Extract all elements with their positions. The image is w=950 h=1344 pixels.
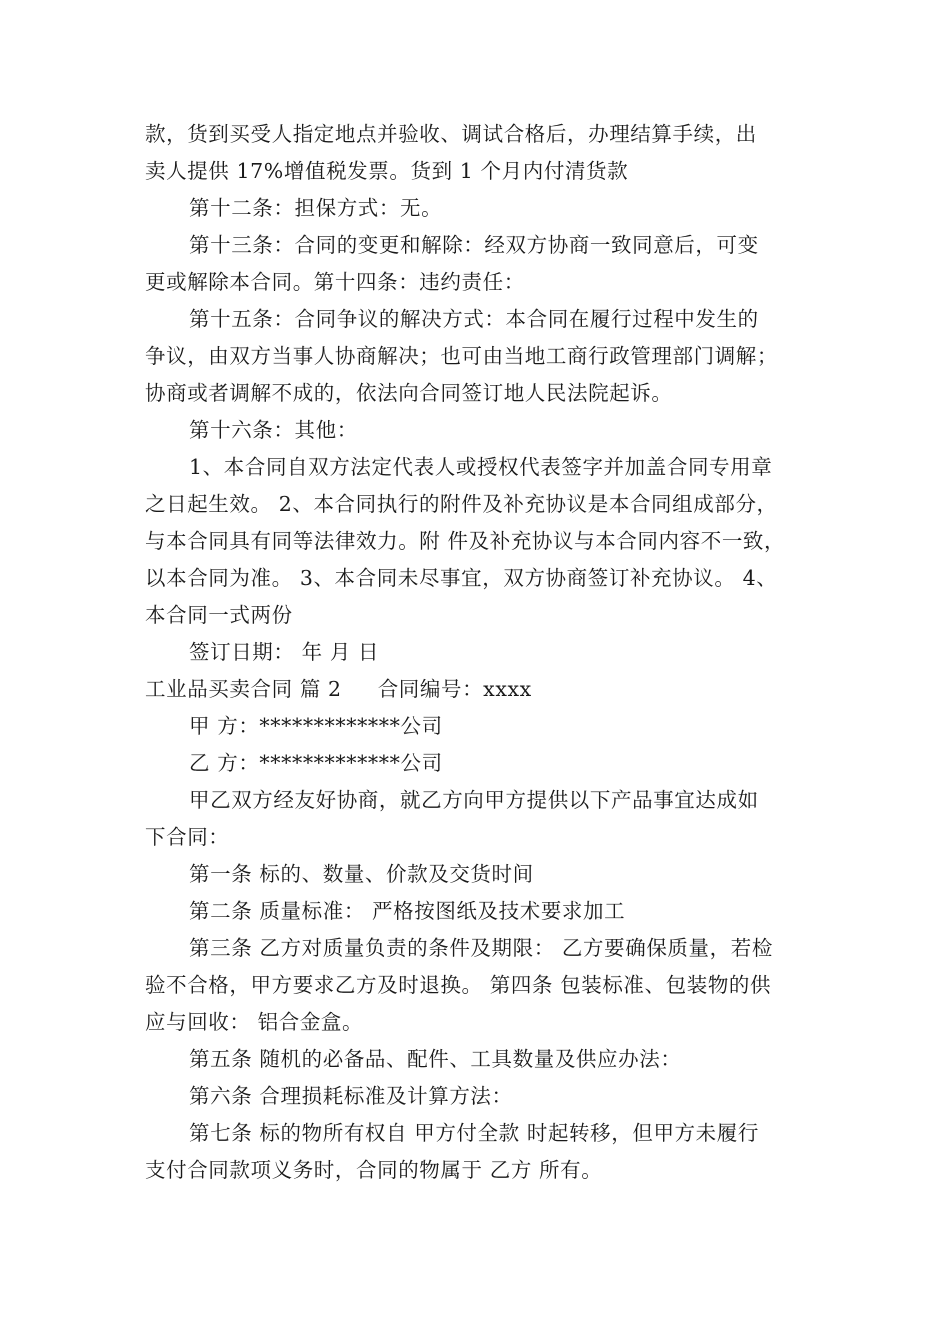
paragraph-line: 之日起生效。 2、本合同执行的附件及补充协议是本合同组成部分，: [145, 492, 778, 516]
paragraph-line: 验不合格，甲方要求乙方及时退换。 第四条 包装标准、包装物的供: [145, 973, 772, 997]
paragraph-line: 签订日期： 年 月 日: [189, 640, 380, 664]
paragraph-line: 以本合同为准。 3、本合同未尽事宜，双方协商签订补充协议。 4、: [145, 566, 778, 590]
paragraph-line: 支付合同款项义务时，合同的物属于 乙方 所有。: [145, 1158, 603, 1182]
paragraph-line: 第三条 乙方对质量负责的条件及期限： 乙方要确保质量，若检: [189, 936, 773, 960]
paragraph-line: 争议，由双方当事人协商解决；也可由当地工商行政管理部门调解；: [145, 344, 778, 368]
paragraph-line: 第十三条：合同的变更和解除：经双方协商一致同意后，可变: [189, 233, 759, 257]
paragraph-line: 第十二条：担保方式：无。: [189, 196, 443, 220]
paragraph-line: 本合同一式两份: [145, 603, 293, 627]
paragraph-line: 更或解除本合同。第十四条：违约责任：: [145, 270, 525, 294]
paragraph-line: 乙 方：*************公司: [189, 751, 443, 775]
paragraph-line: 第七条 标的物所有权自 甲方付全款 时起转移，但甲方未履行: [189, 1121, 759, 1145]
contract-part-2: [145, 708, 815, 1189]
paragraph-line: 第一条 标的、数量、价款及交货时间: [189, 862, 534, 886]
paragraph-line: 应与回收： 铝合金盒。: [145, 1010, 364, 1034]
paragraph-line: 第二条 质量标准： 严格按图纸及技术要求加工: [189, 899, 626, 923]
contract-part-1: [145, 116, 815, 671]
paragraph-line: 款，货到买受人指定地点并验收、调试合格后，办理结算手续，出: [145, 122, 757, 146]
paragraph-line: 与本合同具有同等法律效力。附 件及补充协议与本合同内容不一致，: [145, 529, 786, 553]
contract-number: 合同编号：xxxx: [377, 677, 532, 701]
paragraph-line: 第五条 随机的必备品、配件、工具数量及供应办法：: [189, 1047, 682, 1071]
paragraph-line: 1、本合同自双方法定代表人或授权代表签字并加盖合同专用章: [189, 455, 773, 479]
contract-title: 工业品买卖合同 篇 2: [145, 677, 342, 701]
contract-heading: [145, 671, 815, 708]
paragraph-line: 第十五条：合同争议的解决方式：本合同在履行过程中发生的: [189, 307, 759, 331]
paragraph-line: 甲乙双方经友好协商，就乙方向甲方提供以下产品事宜达成如: [189, 788, 759, 812]
paragraph-line: 卖人提供 17%增值税发票。货到 1 个月内付清货款: [145, 159, 629, 183]
paragraph-line: 第六条 合理损耗标准及计算方法：: [189, 1084, 513, 1108]
paragraph-line: 协商或者调解不成的，依法向合同签订地人民法院起诉。: [145, 381, 673, 405]
paragraph-line: 第十六条：其他：: [189, 418, 358, 442]
paragraph-line: 下合同：: [145, 825, 230, 849]
document-body: [145, 116, 815, 1189]
paragraph-line: 甲 方：*************公司: [189, 714, 443, 738]
